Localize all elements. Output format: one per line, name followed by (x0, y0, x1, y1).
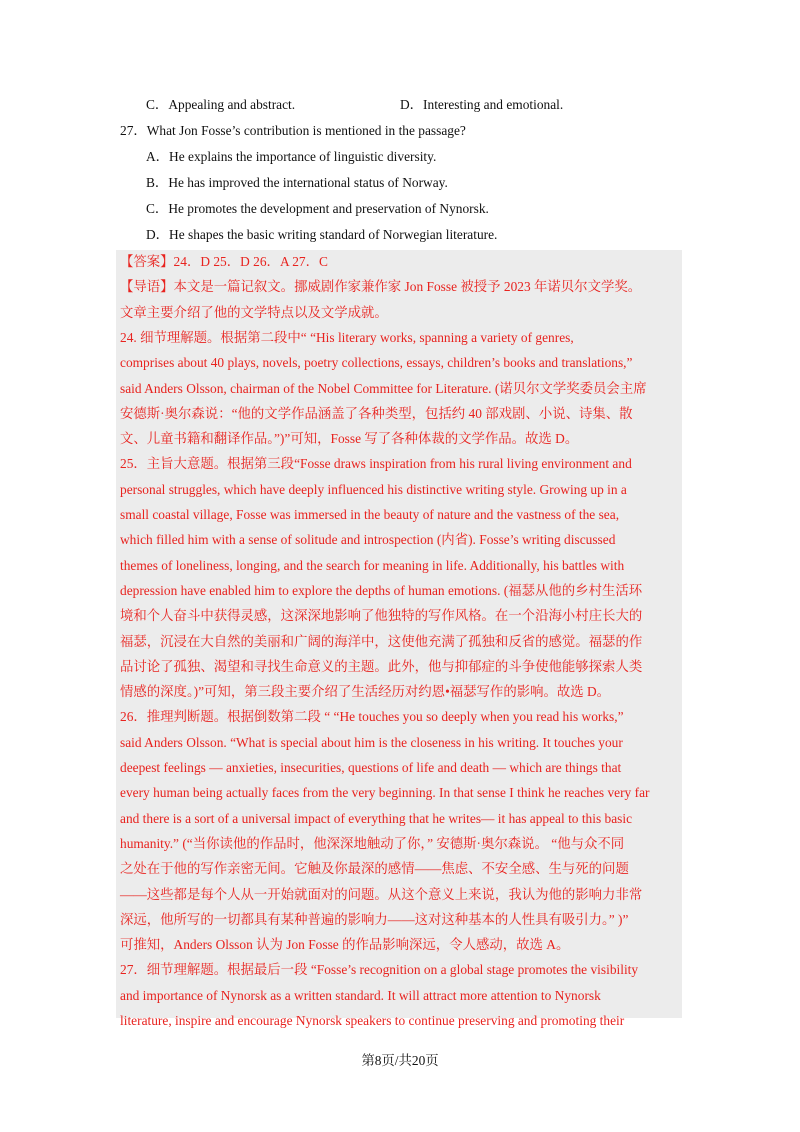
explanation-line: 24. 细节理解题。根据第二段中“ “His literary works, spanning a variety of genres, (120, 329, 574, 345)
explanation-line: 品讨论了孤独、渴望和寻找生命意义的主题。此外，他与抑郁症的斗争使他能够探索人类 (120, 658, 643, 674)
explanation-line: said Anders Olsson. “What is special about him is the closeness in his writing. It touches your (120, 734, 623, 750)
explanation-line: 之处在于他的写作亲密无间。它触及你最深的感情——焦虑、不安全感、生与死的问题 (120, 861, 629, 877)
option-d-q26: D．Interesting and emotional. (400, 97, 564, 112)
answer-key-line: 【答案】24．D 25．D 26．A 27．C (120, 254, 328, 269)
explanation-line: personal struggles, which have deeply influenced his distinctive writing style. Growing up in a (120, 481, 627, 497)
explanation-line: 境和个人奋斗中获得灵感，这深深地影响了他独特的写作风格。在一个沿海小村庄长大的 (120, 608, 643, 624)
explanation-line: 27．细节理解题。根据最后一段 “Fosse’s recognition on a global stage promotes the visibility (120, 962, 639, 978)
guide-line: 文章主要介绍了他的文学特点以及文学成就。 (120, 304, 388, 320)
explanation-line: humanity.” (“当你读他的作品时，他深深地触动了你，” 安德斯·奥尔森说。 “他与众不同 (120, 835, 625, 851)
q27-option-a: A．He explains the importance of linguistic diversity. (146, 149, 437, 164)
option-c-q26: C．Appealing and abstract. (146, 97, 296, 112)
explanation-line: 文、儿童书籍和翻译作品。”)”可知，Fosse 写了各种体裁的文学作品。故选 D。 (120, 431, 579, 447)
explanation-line: 情感的深度。)”可知，第三段主要介绍了生活经历对约恩•福瑟写作的影响。故选 D。 (120, 684, 611, 700)
explanation-line: and importance of Nynorsk as a written standard. It will attract more attention to Nynorsk (120, 987, 601, 1003)
guide-line: 【导语】本文是一篇记叙文。挪威剧作家兼作家 Jon Fosse 被授予 2023 年诺贝尔文学奖。 (120, 279, 642, 295)
explanation-line: every human being actually faces from the very beginning. In that sense I think he reaches very far (120, 785, 650, 801)
explanation-line: 25．主旨大意题。根据第三段“Fosse draws inspiration from his rural living environment and (120, 456, 632, 472)
explanation-line: 深远，他所写的一切都具有某种普遍的影响力——这对这种基本的人性具有吸引力。” )” (120, 911, 629, 927)
explanation-line: 福瑟，沉浸在大自然的美丽和广阔的海洋中，这使他充满了孤独和反省的感觉。福瑟的作 (120, 633, 643, 649)
page-footer: 第8页/共20页 (361, 1053, 439, 1068)
q27-option-d: D．He shapes the basic writing standard of Norwegian literature. (146, 227, 498, 242)
explanation-line: and there is a sort of a universal impact of everything that he writes— it has appeal to this basic (120, 810, 633, 826)
explanation-line: depression have enabled him to explore the depths of human emotions. (福瑟从他的乡村生活环 (120, 582, 643, 598)
explanation-line: small coastal village, Fosse was immersed in the beauty of nature and the vastness of the sea, (120, 507, 620, 522)
explanation-line: literature, inspire and encourage Nynorsk speakers to continue preserving and promoting their (120, 1013, 625, 1028)
explanation-line: 安德斯·奥尔森说：“他的文学作品涵盖了各种类型，包括约 40 部戏剧、小说、诗集、散 (120, 405, 633, 421)
question-27-stem: 27．What Jon Fosse’s contribution is mentioned in the passage? (120, 123, 466, 138)
q27-option-c: C．He promotes the development and preservation of Nynorsk. (146, 201, 489, 216)
explanation-line: comprises about 40 plays, novels, poetry collections, essays, children’s books and translations,” (120, 355, 633, 371)
explanation-line: 可推知，Anders Olsson 认为 Jon Fosse 的作品影响深远，令人感动，故选 A。 (120, 937, 570, 953)
explanation-line: themes of loneliness, longing, and the search for meaning in life. Additionally, his battles with (120, 557, 625, 573)
explanation-line: said Anders Olsson, chairman of the Nobel Committee for Literature. (诺贝尔文学奖委员会主席 (120, 380, 647, 396)
explanation-line: 26．推理判断题。根据倒数第二段 “ “He touches you so deeply when you read his works,” (120, 709, 624, 725)
explanation-line: which filled him with a sense of solitude and introspection (内省). Fosse’s writing discussed (120, 532, 616, 548)
explanation-line: ——这些都是每个人从一开始就面对的问题。从这个意义上来说，我认为他的影响力非常 (120, 886, 643, 902)
explanation-line: deepest feelings — anxieties, insecurities, questions of life and death — which are things that (120, 760, 622, 775)
q27-option-b: B．He has improved the international status of Norway. (146, 175, 448, 190)
